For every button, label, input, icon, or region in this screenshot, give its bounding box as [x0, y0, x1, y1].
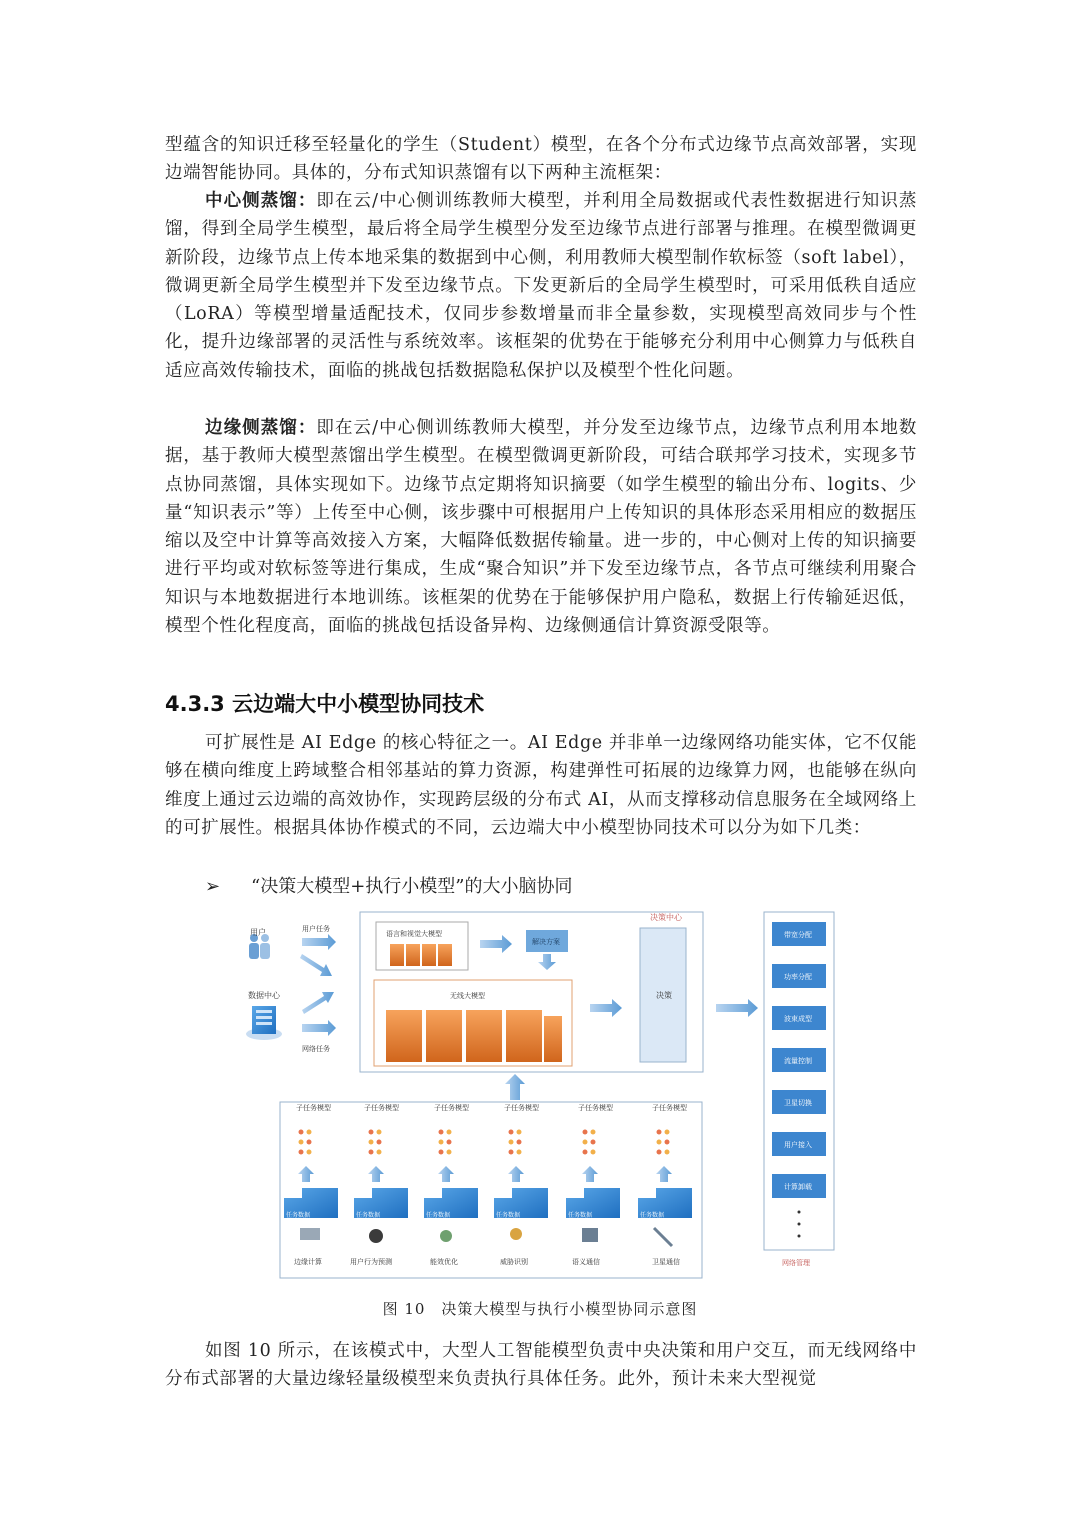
center-distill-label: 中心侧蒸馏： [205, 191, 317, 211]
arrow-up-icon [505, 1074, 525, 1100]
arrow-to-decision-icon [590, 999, 622, 1017]
center-distill-body: 即在云/中心侧训练教师大模型，并利用全局数据或代表性数据进行知识蒸馏，得到全局学生模型，最后将全局学生模型分发至边缘节点进行部署与推理。在模型微调更新阶段，边缘节点上传本地采集的数据到中心侧，利用教师大模型制作软标签（soft label），微调更新全局学生模型并下发至边缘节点。下发更新后的全局学生模型时，可采用低秩自适应（LoRA）等模型增量适配技术，仅同步参数增量而非全量参数，实现模型高效同步与个性化，提升边缘部署的灵活性与系统效率。该框架的优势在于能够充分利用中心侧算力与低秩自适应高效传输技术，面临的挑战包括数据隐私保护以及模型个性化问题。 [165, 191, 917, 381]
arrow-to-solution-icon [480, 935, 512, 953]
subtask-model-label: 子任务模型 [296, 1104, 331, 1112]
subtask-model-label: 子任务模型 [652, 1104, 687, 1112]
edge-task-label: 威胁识别 [500, 1258, 528, 1266]
edge-distill-body: 即在云/中心侧训练教师大模型，并分发至边缘节点，边缘节点利用本地数据，基于教师大模型蒸馏出学生模型。在模型微调更新阶段，可结合联邦学习技术，实现多节点协同蒸馏，具体实现如下。边缘节点定期将知识摘要（如学生模型的输出分布、logits、少量“知识表示”等）上传至中心侧，该步骤中可根据用户上传知识的具体形态采用相应的数据压缩以及空中计算等高效接入方案，大幅降低数据传输量。进一步的，中心侧对上传的知识摘要进行平均或对软标签等进行集成，生成“聚合知识”并下发至边缘节点，各节点可继续利用聚合知识与本地数据进行本地训练。该框架的优势在于能够保护用户隐私，数据上行传输延迟低，模型个性化程度高，面临的挑战包括设备异构、边缘侧通信计算资源受限等。 [165, 418, 917, 637]
section-heading: 4.3.3 云边端大中小模型协同技术 [165, 692, 485, 716]
edge-task-label: 能效优化 [430, 1258, 458, 1266]
edge-distill-label: 边缘侧蒸馏： [205, 418, 317, 438]
right-item-label: 计算卸载 [784, 1183, 812, 1191]
task-data-label: 任务数据 [496, 1212, 521, 1219]
datacenter-icon [246, 1006, 282, 1040]
edge-computing-icon [300, 1228, 320, 1240]
right-item-label: 波束成型 [784, 1015, 812, 1023]
network-mgmt-label: 网络管理 [782, 1259, 810, 1267]
edge-task-label: 语义通信 [572, 1258, 600, 1266]
semantic-comm-icon [582, 1228, 598, 1242]
subtask-model-label: 子任务模型 [504, 1104, 539, 1112]
paragraph-center-distill [165, 187, 917, 385]
paragraph-figure-desc: 如图 10 所示，在该模式中，大型人工智能模型负责中央决策和用户交互，而无线网络中分布式部署的大量边缘轻量级模型来负责执行具体任务。此外，预计未来大型视觉 [165, 1341, 917, 1390]
datacenter-label: 数据中心 [248, 991, 280, 1000]
network-mgmt-frame [764, 912, 834, 1250]
figure-10-diagram [240, 906, 840, 1282]
bullet-arrow-icon: ➢ [205, 876, 221, 897]
edge-task-label: 卫星通信 [652, 1258, 680, 1266]
task-data-label: 任务数据 [568, 1212, 593, 1219]
right-item-label: 用户接入 [784, 1141, 812, 1149]
user-task-label: 用户任务 [302, 925, 330, 933]
paragraph-scalability: 可扩展性是 AI Edge 的核心特征之一。AI Edge 并非单一边缘网络功能实体，它不仅能够在横向维度上跨域整合相邻基站的算力资源，构建弹性可拓展的边缘算力网，也能够在纵向维度上通过云边端的高效协作，实现跨层级的分布式 AI，从而支撑移动信息服务在全域网络上的可扩展性。根据具体协作模式的不同，云边端大中小模型协同技术可以分为如下几类： [165, 733, 917, 838]
solution-label: 解决方案 [532, 938, 560, 946]
right-item-label: 功率分配 [784, 973, 812, 981]
subtask-model-label: 子任务模型 [364, 1104, 399, 1112]
threat-detection-icon [510, 1228, 522, 1240]
subtask-model-label: 子任务模型 [578, 1104, 613, 1112]
task-data-label: 任务数据 [640, 1212, 665, 1219]
task-data-label: 任务数据 [286, 1212, 311, 1219]
edge-task-label: 边缘计算 [294, 1258, 322, 1266]
subtask-model-label: 子任务模型 [434, 1104, 469, 1112]
user-task-arrows-icon [300, 934, 336, 976]
lang-vision-model-label: 语言和视觉大模型 [386, 930, 442, 938]
bullet-item [205, 872, 573, 898]
wireless-model-label: 无线大模型 [450, 992, 485, 1000]
wireless-model-servers-icon [386, 1010, 562, 1062]
edge-task-label: 用户行为预测 [350, 1258, 392, 1266]
network-task-label: 网络任务 [302, 1045, 330, 1053]
energy-efficiency-icon [440, 1230, 452, 1242]
subtask-frame [280, 1102, 702, 1278]
decision-label: 决策 [656, 991, 672, 1000]
arrow-to-network-mgmt-icon [716, 999, 758, 1017]
user-icon [249, 934, 270, 959]
user-label: 用户 [250, 928, 266, 937]
figure-caption: 图 10 决策大模型与执行小模型协同示意图 [382, 1300, 698, 1318]
bullet-text: “决策大模型+执行小模型”的大小脑协同 [251, 876, 573, 897]
paragraph-edge-distill [165, 414, 917, 640]
right-item-label: 流量控制 [784, 1057, 812, 1065]
arrow-down-icon [538, 954, 556, 970]
right-item-label: 带宽分配 [784, 931, 812, 939]
task-data-label: 任务数据 [426, 1212, 451, 1219]
decision-center-label: 决策中心 [650, 913, 682, 922]
task-data-label: 任务数据 [356, 1212, 381, 1219]
right-item-label: 卫星切换 [784, 1099, 812, 1107]
user-behavior-icon [369, 1229, 383, 1243]
network-task-arrows-icon [302, 992, 336, 1036]
paragraph-intro: 型蕴含的知识迁移至轻量化的学生（Student）模型，在各个分布式边缘节点高效部署，实现边端智能协同。具体的，分布式知识蒸馏有以下两种主流框架： [165, 135, 917, 184]
